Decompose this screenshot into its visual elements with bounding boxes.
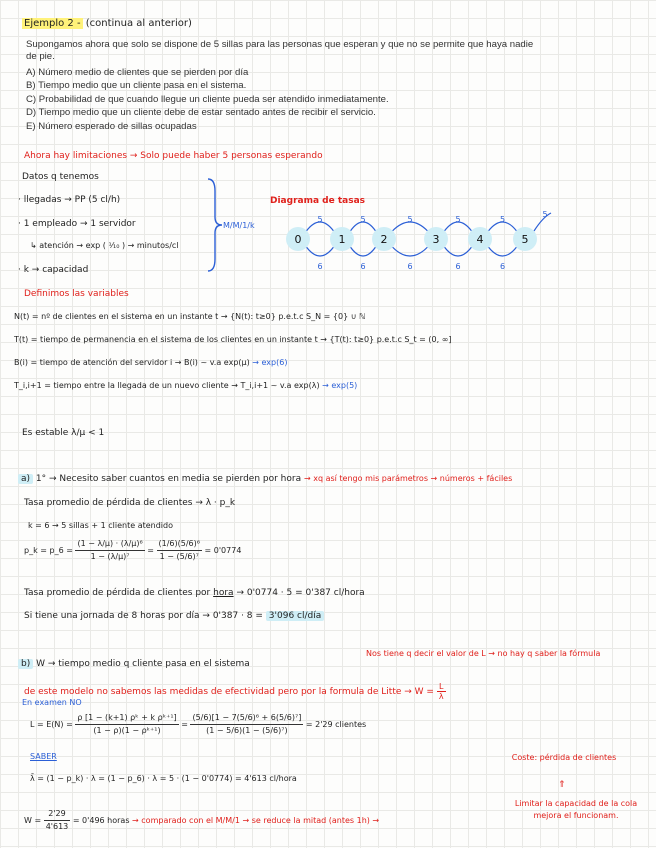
- arrival-rate-label: 5: [360, 215, 366, 224]
- part-a-text: 1° → Necesito saber cuantos en media se pierden por hora: [35, 474, 302, 484]
- loss-per-hour-word: hora: [213, 588, 234, 598]
- stability-line: [22, 428, 104, 439]
- loss-per-day-prefix: Si tiene una jornada de 8 horas por día → 0'387 · 8 =: [24, 611, 263, 621]
- curly-brace-icon: [205, 177, 225, 273]
- state-label: 4: [476, 233, 484, 246]
- L-fraction-values: [190, 712, 303, 737]
- variable-Tii-text: T_i,i+1 = tiempo entre la llegada de un nuevo cliente → T_i,i+1 ~ v.a exp(λ): [14, 381, 320, 390]
- arrival-rate-label: 5: [499, 215, 506, 224]
- pk-num-values: (1/6)(5/6)⁶: [157, 538, 202, 551]
- part-a-label: a): [18, 474, 33, 484]
- pk-num-general: (1 − λ/μ) · (λ/μ)⁶: [75, 538, 144, 551]
- part-a-heading: [18, 473, 512, 485]
- W-note: → comparado con el M/M/1 → se reduce la mitad (antes 1h) →: [132, 816, 380, 825]
- L-den-general: (1 − ρ)(1 − ρᵏ⁺¹): [93, 726, 161, 735]
- L-den-values: (1 − 5/6)(1 − (5/6)⁷): [206, 726, 288, 735]
- exam-note: En examen NO: [22, 698, 82, 707]
- model-label: M/M/1/k: [223, 221, 255, 230]
- little-fraction: [437, 682, 446, 701]
- statement-line: E) Número esperado de sillas ocupadas: [26, 121, 197, 132]
- statement-line: de pie.: [26, 51, 55, 62]
- loss-per-hour: [24, 588, 365, 599]
- saber-label: SABER: [30, 752, 57, 761]
- loss-per-hour-result: → 0'0774 · 5 = 0'387 cl/hora: [236, 588, 365, 598]
- stability-prefix: Es estable: [22, 428, 69, 438]
- service-rate-label: 6: [360, 262, 366, 271]
- pk-den-values: 1 − (5/6)⁷: [159, 552, 199, 561]
- loss-rate-title: Tasa promedio de pérdida de clientes → λ · p_k: [24, 498, 236, 508]
- return-arrow-icon: ↳: [30, 241, 37, 250]
- L-num-values: (5/6)[1 − 7(5/6)⁶ + 6(5/6)⁷]: [190, 712, 303, 725]
- part-b-text: W → tiempo medio q cliente pasa en el sistema: [36, 659, 250, 669]
- W-formula: [24, 808, 379, 833]
- little-line-text: de este modelo no sabemos las medidas de efectividad pero por la formula de Litte → W =: [24, 687, 434, 697]
- L-num-general: ρ [1 − (k+1) ρᵏ + k ρᵏ⁺¹]: [75, 712, 178, 725]
- equals-sign: =: [147, 546, 154, 555]
- service-arc: [488, 247, 516, 256]
- statement-line: A) Número medio de clientes que se pierden por día: [26, 67, 249, 78]
- limit-note: Ahora hay limitaciones → Solo puede haber 5 personas esperando: [24, 151, 323, 161]
- L-lhs: L = E(N) =: [30, 720, 73, 729]
- data-title: Datos q tenemos: [22, 172, 99, 182]
- arrival-rate-label: 5: [455, 215, 461, 224]
- cost-note: Coste: pérdida de clientes: [511, 753, 617, 762]
- little-num: L: [437, 682, 446, 692]
- lambda-bar-line: λ̄ = (1 − p_k) · λ = (1 − p_6) · λ = 5 · (1 − 0'0774) = 4'613 cl/hora: [30, 774, 297, 783]
- W-num: 2'29: [44, 808, 71, 821]
- arrival-rate-label: 5: [542, 210, 548, 219]
- variable-N: N(t) = nº de clientes en el sistema en un instante t → {N(t): t≥0} p.e.t.c S_N = {0} ∪ ℕ: [14, 312, 366, 321]
- example-title: Ejemplo 2 -: [24, 18, 81, 29]
- loss-per-day-result: 3'096 cl/día: [266, 611, 324, 621]
- example-subtitle: (continua al anterior): [85, 18, 192, 29]
- pk-den-general: 1 − (λ/μ)⁷: [90, 552, 130, 561]
- little-line: [24, 682, 446, 701]
- variable-B: [14, 357, 287, 368]
- W-result: = 0'496 horas: [72, 816, 130, 825]
- state-label: 2: [380, 233, 388, 246]
- data-attention: [30, 240, 179, 251]
- service-rate-label: 6: [407, 262, 413, 271]
- variable-B-note: → exp(6): [252, 358, 288, 367]
- rate-diagram: [276, 203, 556, 275]
- service-rate-label: 6: [455, 262, 461, 271]
- data-capacity: · k → capacidad: [18, 265, 89, 275]
- statement-line: Supongamos ahora que solo se dispone de 5 sillas para las personas que esperan y que no se permite que haya nadie: [26, 39, 534, 50]
- define-vars-heading: Definimos las variables: [24, 289, 129, 299]
- state-label: 3: [432, 233, 440, 246]
- statement-line: B) Tiempo medio que un cliente pasa en el sistema.: [26, 80, 247, 91]
- data-employee: · 1 empleado → 1 servidor: [18, 219, 136, 229]
- part-b-note-top: Nos tiene q decir el valor de L → no hay q saber la fórmula: [366, 649, 601, 658]
- up-arrow-icon: ⇑: [558, 780, 566, 790]
- service-rate-label: 6: [317, 262, 323, 271]
- k-line: k = 6 → 5 sillas + 1 cliente atendido: [28, 521, 174, 530]
- equals-sign: =: [181, 720, 188, 729]
- W-fraction: [44, 808, 71, 833]
- W-den: 4'613: [45, 822, 69, 831]
- pk-fraction-values: [157, 538, 202, 563]
- L-result: = 2'29 clientes: [305, 720, 367, 729]
- L-fraction-general: [75, 712, 178, 737]
- pk-result: = 0'0774: [204, 546, 242, 555]
- variable-T: T(t) = tiempo de permanencia en el sistema de los clientes en un instante t → {T(t): t≥0} p.e.t.c S_t = (0, ∞]: [14, 335, 452, 344]
- data-arrivals: · llegadas → PP (5 cl/h): [18, 195, 121, 205]
- state-label: 1: [338, 233, 346, 246]
- pk-formula: [24, 538, 241, 563]
- loss-per-day: [24, 611, 324, 622]
- state-label: 5: [521, 233, 529, 246]
- arrival-rate-label: 5: [407, 215, 413, 224]
- service-arc: [350, 247, 375, 256]
- part-a-note: → xq así tengo mis parámetros → números + fáciles: [303, 474, 513, 483]
- header: [22, 18, 192, 29]
- variable-Tii: [14, 380, 357, 391]
- service-arc: [444, 247, 471, 256]
- variable-Tii-note: → exp(5): [322, 381, 358, 390]
- state-label: 0: [294, 233, 302, 246]
- service-arc: [392, 247, 427, 256]
- arrival-rate-label: 5: [317, 215, 323, 224]
- loss-per-hour-prefix: Tasa promedio de pérdida de clientes por: [24, 588, 211, 598]
- statement-line: C) Probabilidad de que cuando llegue un cliente pueda ser atendido inmediatamente.: [26, 94, 389, 105]
- rate-diagram-title: Diagrama de tasas: [270, 196, 366, 206]
- service-rate-label: 6: [499, 262, 506, 271]
- service-arc: [306, 247, 333, 256]
- pk-fraction-general: [75, 538, 144, 563]
- statement-line: D) Tiempo medio que un cliente debe de estar sentado antes de recibir el servicio.: [26, 107, 376, 118]
- part-b-heading: [18, 659, 250, 670]
- data-attention-text: atención → exp ( ¹⁄₁₀ ) → minutos/cl: [39, 241, 179, 250]
- limit-conclusion: Limitar la capacidad de la cola mejora el funcionam.: [514, 799, 638, 820]
- part-b-label: b): [18, 659, 33, 669]
- W-lhs: W =: [24, 816, 42, 825]
- little-den: λ̄: [438, 692, 444, 701]
- L-formula: [30, 712, 366, 737]
- stability-expr: λ/μ < 1: [71, 428, 105, 438]
- variable-B-text: B(i) = tiempo de atención del servidor i → B(i) ~ v.a exp(μ): [14, 358, 250, 367]
- pk-lhs: p_k = p_6 =: [24, 546, 73, 555]
